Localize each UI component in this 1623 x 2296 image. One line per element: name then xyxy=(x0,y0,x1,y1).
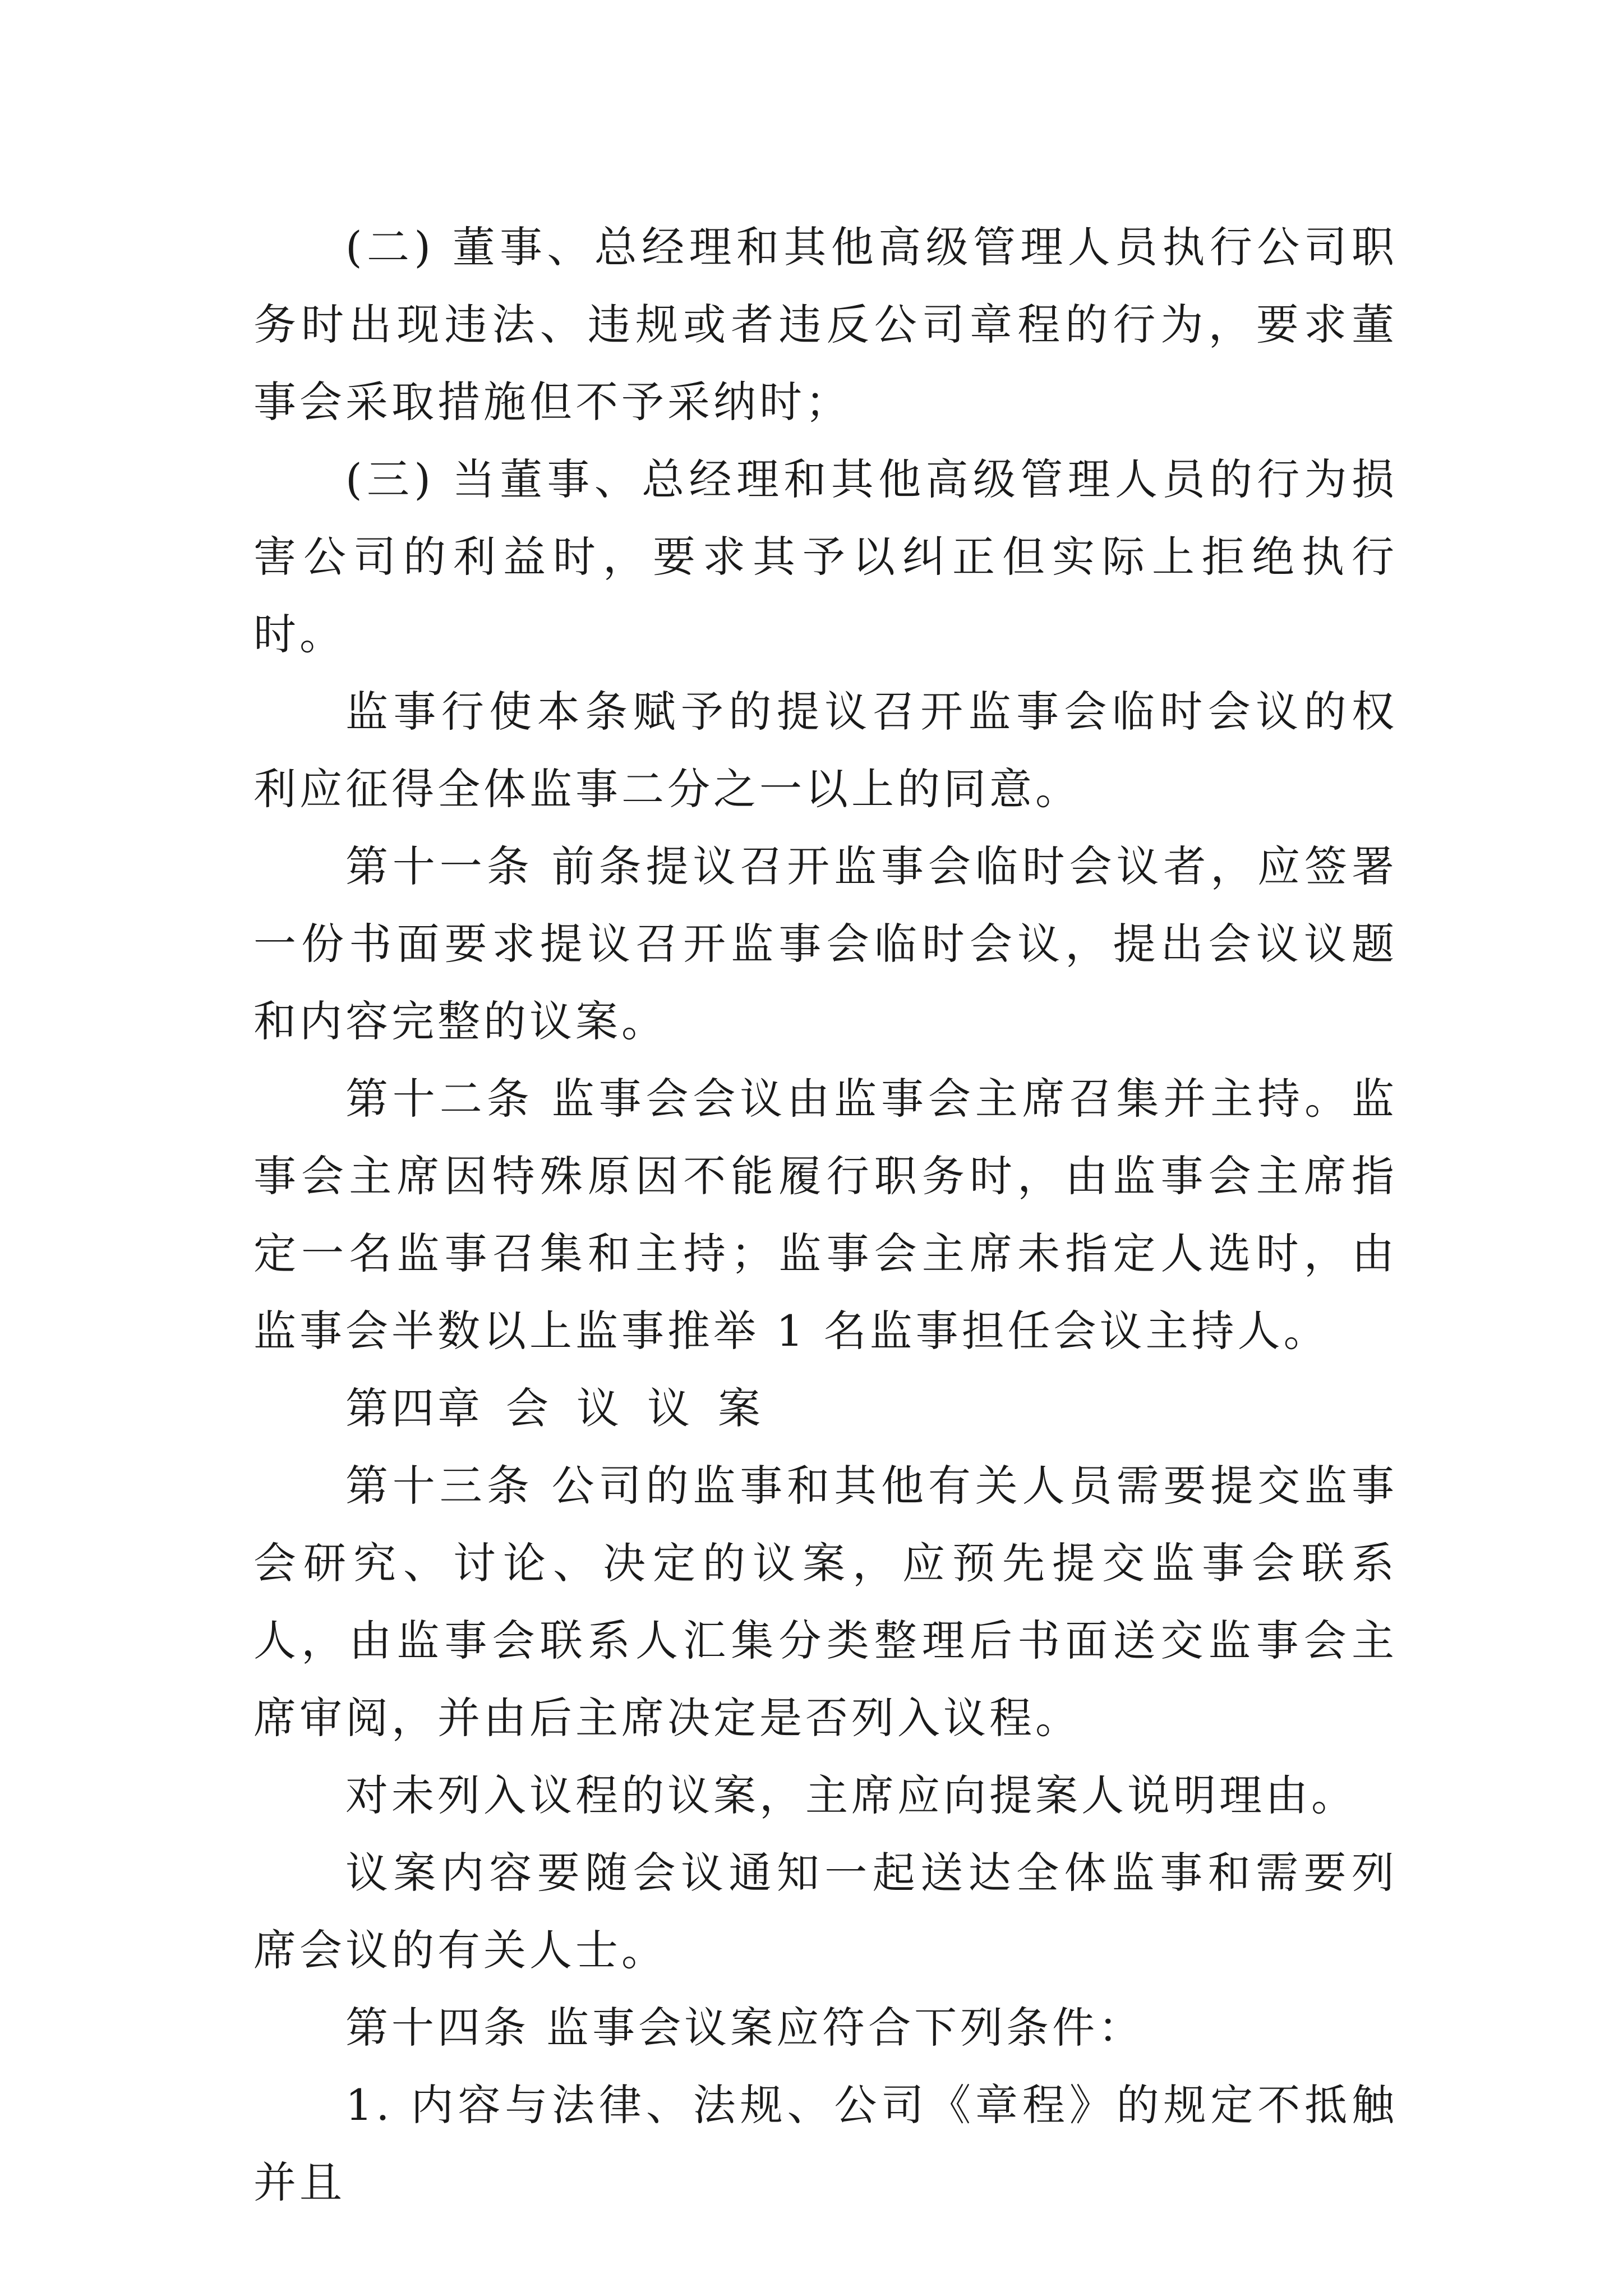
chapter-title: 会议议案 xyxy=(506,1383,789,1433)
paragraph-item-3: (三) 当董事、总经理和其他高级管理人员的行为损害公司的利益时，要求其予以纠正但实际上拒绝执行时。 xyxy=(253,454,1398,659)
paragraph-rejected-proposals: 对未列入议程的议案，主席应向提案人说明理由。 xyxy=(345,1770,1357,1820)
paragraph-consent-requirement: 监事行使本条赋予的提议召开监事会临时会议的权利应征得全体监事二分之一以上的同意。 xyxy=(253,687,1398,814)
chapter-number: 第四章 xyxy=(345,1383,483,1433)
document-body xyxy=(253,209,1398,2221)
paragraph-article-11: 第十一条 前条提议召开监事会临时会议者，应签署一份书面要求提议召开监事会临时会议，提出会议议题和内容完整的议案。 xyxy=(253,841,1398,1046)
paragraph-article-14: 第十四条 监事会议案应符合下列条件： xyxy=(345,2003,1145,2053)
paragraph-condition-1: 1. 内容与法律、法规、公司《章程》的规定不抵触并且 xyxy=(253,2080,1398,2207)
paragraph-article-13: 第十三条 公司的监事和其他有关人员需要提交监事会研究、讨论、决定的议案，应预先提交监事会联系人，由监事会联系人汇集分类整理后书面送交监事会主席审阅，并由后主席决定是否列入议程。 xyxy=(253,1461,1398,1743)
paragraph-proposal-delivery: 议案内容要随会议通知一起送达全体监事和需要列席会议的有关人士。 xyxy=(253,1848,1398,1975)
paragraph-article-12: 第十二条 监事会会议由监事会主席召集并主持。监事会主席因特殊原因不能履行职务时，由监事会主席指定一名监事召集和主持；监事会主席未指定人选时，由监事会半数以上监事推举 1 名监事担任会议主持人。 xyxy=(253,1074,1398,1356)
chapter-heading xyxy=(253,1370,1398,1447)
paragraph-item-2: (二) 董事、总经理和其他高级管理人员执行公司职务时出现违法、违规或者违反公司章程的行为，要求董事会采取措施但不予采纳时； xyxy=(253,222,1398,427)
